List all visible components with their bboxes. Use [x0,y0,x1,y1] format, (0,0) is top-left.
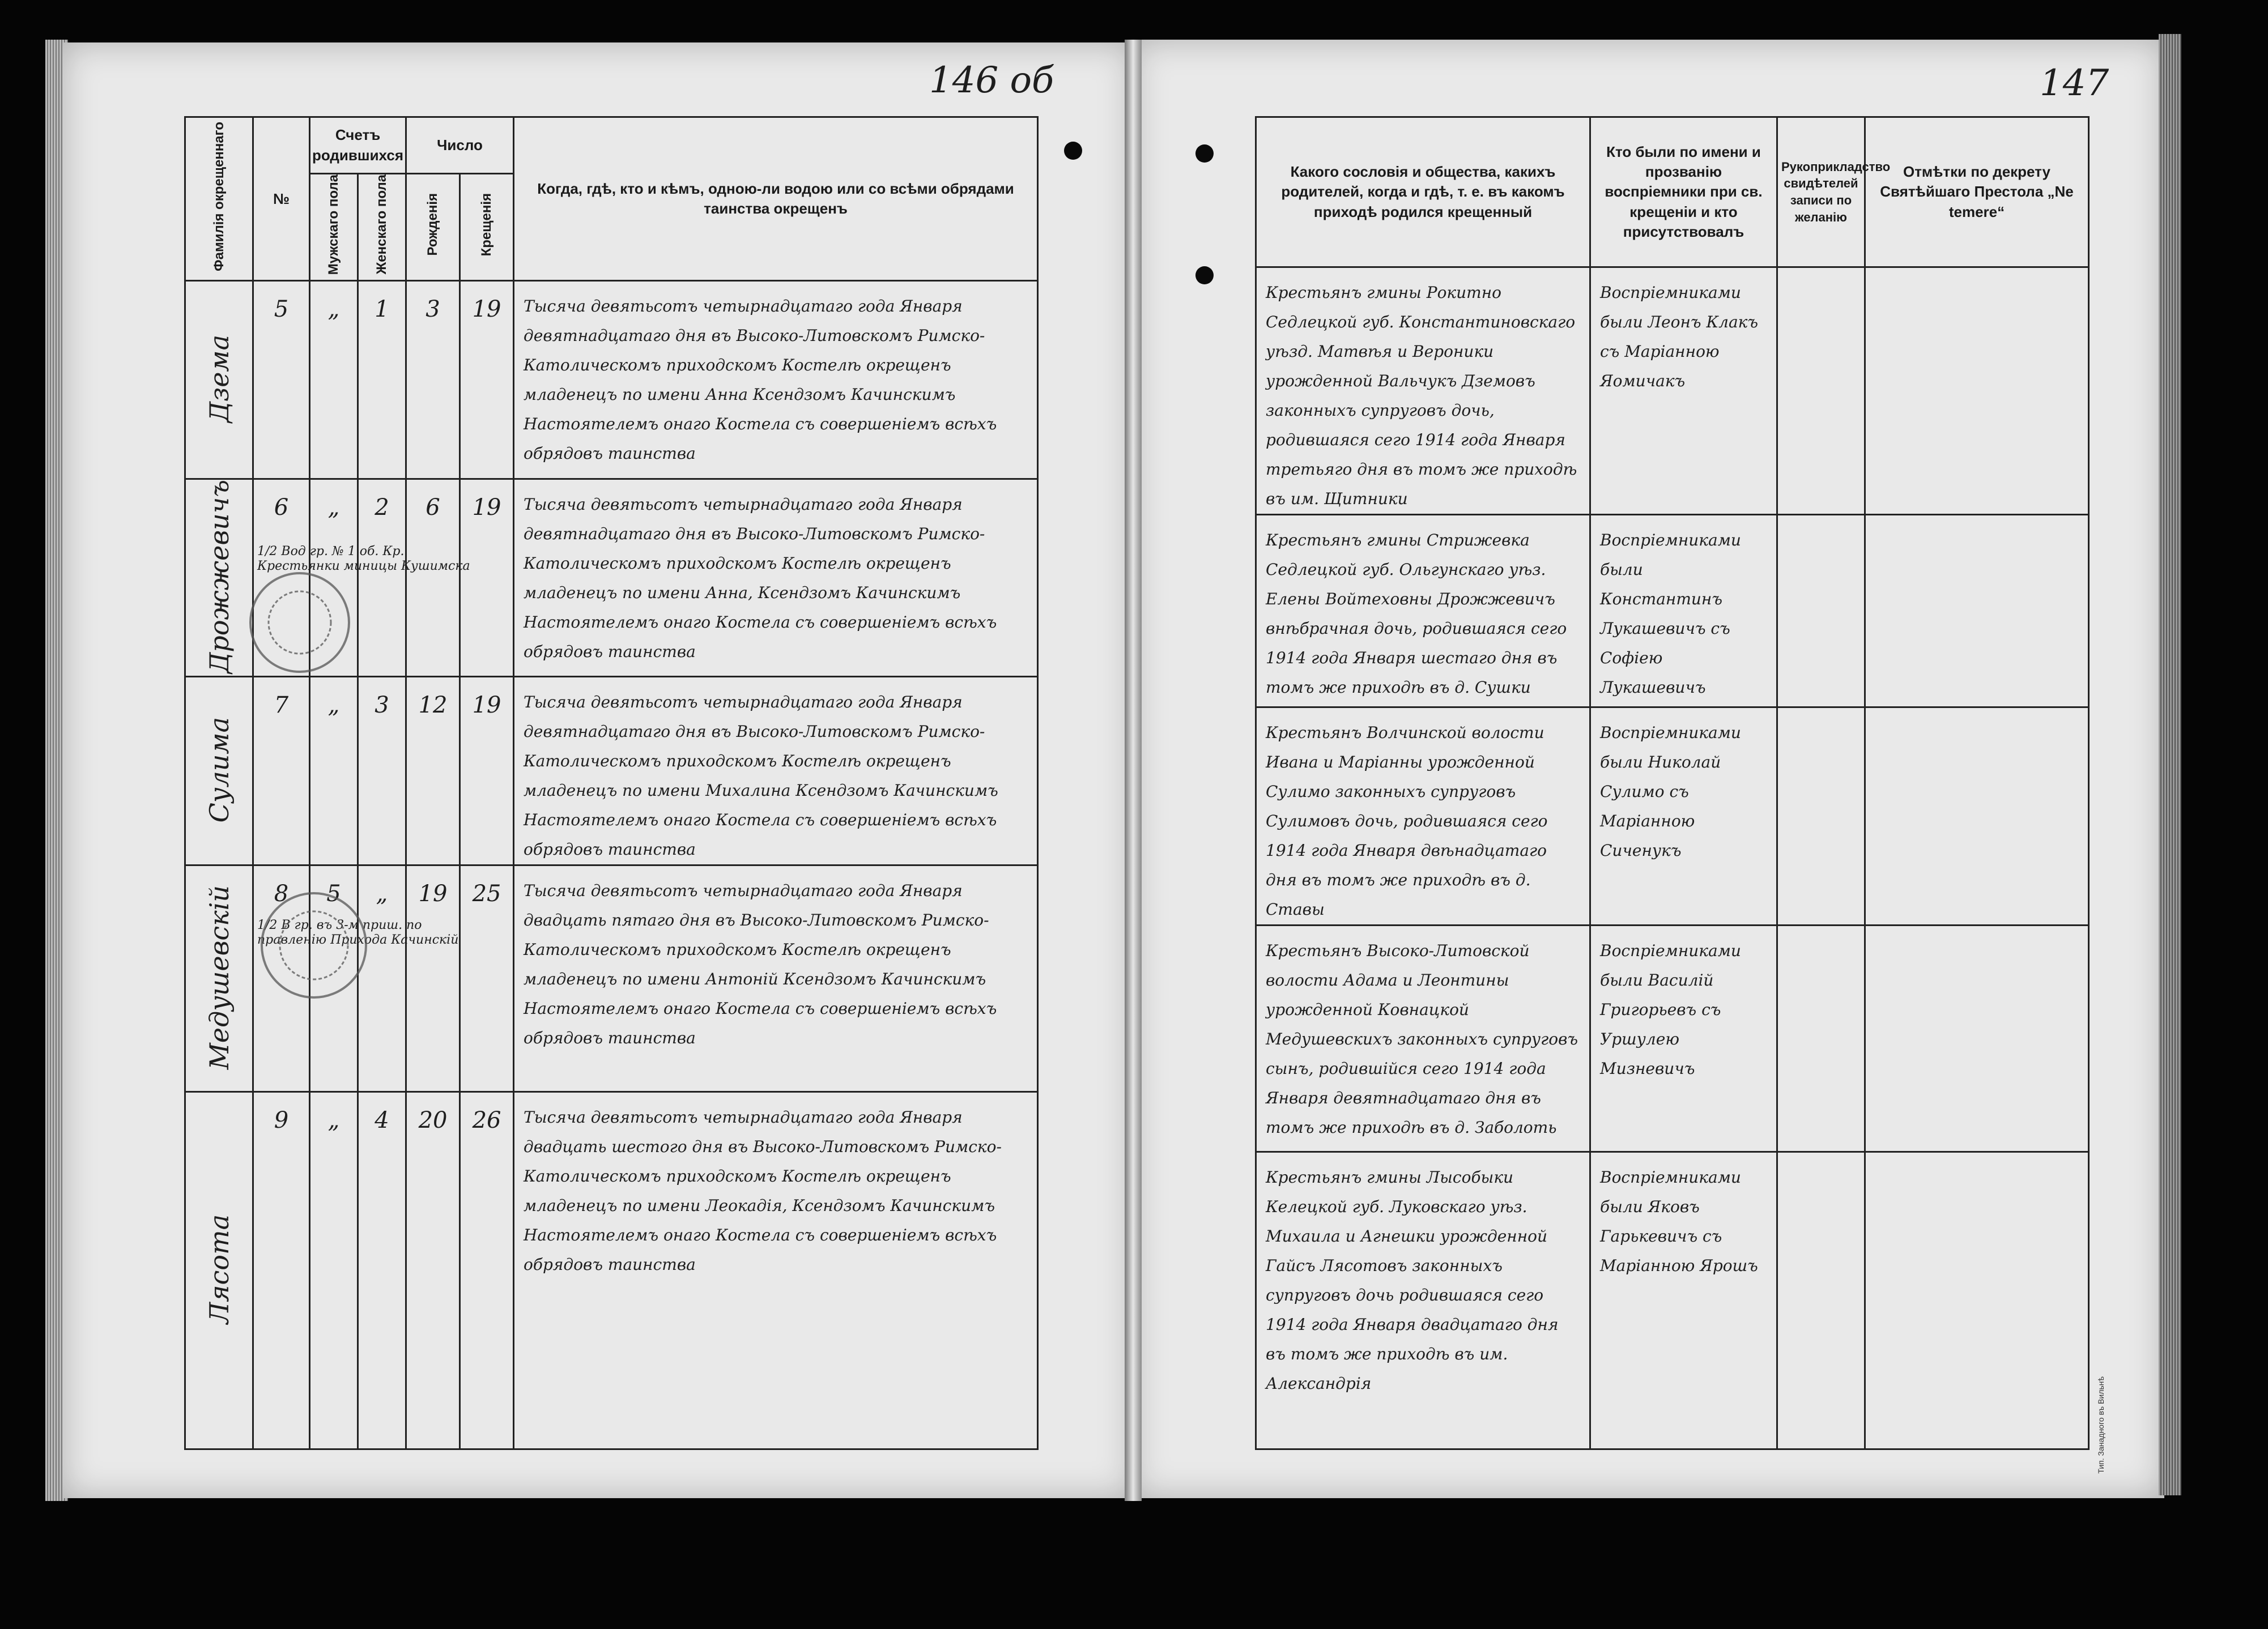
parents-description: Крестьянъ гмины Стрижевка Седлецкой губ. Ольгунскаго уѣз. Елены Войтеховны Дрожжевичъ внѣбрачная дочь, родившаяся сего 1914 года Января шестаго дня въ томъ же приходѣ въ д. Сушки [1256,515,1590,707]
header-surname: Фамилія окрещеннаго [185,117,253,281]
baptism-description: Тысяча девятьсотъ четырнадцатаго года Января двадцать шестого дня въ Высоко-Литовскомъ Римско-Католическомъ приходскомъ Костелѣ окрещенъ младенецъ по имени Леокадія, Ксендзомъ Качинскимъ Настоятелемъ онаго Костела съ совершеніемъ всѣхъ обрядовъ таинства [514,1092,1038,1449]
official-seal [261,892,367,999]
binding-hole [1064,142,1082,160]
right-page-number: 147 [2040,62,2109,104]
signatures-cell [1777,707,1865,926]
parents-description: Крестьянъ Волчинской волости Ивана и Маріанны урожденной Сулимо законныхъ супруговъ Сулимовъ дочь, родившаяся сего 1914 года Января двѣнадцатаго дня въ томъ же приходѣ въ д. Ставы [1256,707,1590,926]
female-count: 4 [358,1092,406,1449]
official-seal [249,572,350,673]
baptism-day: 19 [460,281,514,479]
godparents-description: Воспріемниками были Леонъ Клакъ съ Маріанною Яомичакъ [1590,267,1777,515]
page-edges-right [2159,34,2181,1495]
record-number: 9 [253,1092,310,1449]
decree-cell [1865,267,2089,515]
decree-cell [1865,707,2089,926]
header-count-group: Счетъ родившихся [310,117,406,174]
book-spine [1125,40,1142,1501]
female-count: 3 [358,677,406,865]
parents-description: Крестьянъ Высоко-Литовской волости Адама и Леонтины урожденной Ковнацкой Медушевскихъ законныхъ супруговъ сынъ, родившійся сего 1914 года Января девятнадцатаго дня въ томъ же приходѣ въ д. Заболоть [1256,926,1590,1152]
header-female: Женскаго пола [358,174,406,281]
header-date-group: Число [406,117,514,174]
signatures-cell [1777,926,1865,1152]
baptism-description: Тысяча девятьсотъ четырнадцатаго года Января двадцать пятаго дня въ Высоко-Литовскомъ Римско-Католическомъ приходскомъ Костелѣ окрещенъ младенецъ по имени Антоній Ксендзомъ Качинскимъ Настоятелемъ онаго Костела съ совершеніемъ всѣхъ обрядовъ таинства [514,865,1038,1092]
baptism-description: Тысяча девятьсотъ четырнадцатаго года Января девятнадцатаго дня въ Высоко-Литовскомъ Римско-Католическомъ приходскомъ Костелѣ окрещенъ младенецъ по имени Анна, Ксендзомъ Качинскимъ Настоятелемъ онаго Костела съ совершеніемъ всѣхъ обрядовъ таинства [514,479,1038,677]
header-male: Мужскаго пола [310,174,358,281]
female-count: „ [358,865,406,1092]
record-number: 7 [253,677,310,865]
binding-hole [1195,144,1214,163]
binding-hole [1195,266,1214,284]
record-number: 5 [253,281,310,479]
printer-imprint: Тип. Занадного въ Вильнѣ [2096,1376,2105,1474]
decree-cell [1865,926,2089,1152]
table-row [1256,926,2089,1152]
birth-day: 20 [406,1092,460,1449]
surname-cell: Дрожжевичъ [185,479,253,677]
male-count: „ [310,677,358,865]
header-signatures: Рукоприкладство свидѣтелей записи по желанію [1777,117,1865,267]
left-page-number: 146 об [929,59,1054,101]
header-birth: Рожденія [406,174,460,281]
header-baptism: Крещенія [460,174,514,281]
header-godparents: Кто были по имени и прозванію воспріемники при св. крещеніи и кто присутствовалъ [1590,117,1777,267]
header-number: № [253,117,310,281]
birth-day: 3 [406,281,460,479]
marginal-note: 1/2 Вод гр. № 1 об. Кр. Крестьянки миницы Кушимска [257,544,470,573]
godparents-description: Воспріемниками были Василій Григорьевъ съ Уршулею Мизневичъ [1590,926,1777,1152]
record-number: 8 [253,865,310,1092]
header-description: Когда, гдѣ, кто и кѣмъ, одною-ли водою или со всѣми обрядами таинства окрещенъ [514,117,1038,281]
header-parents: Какого сословія и общества, какихъ родителей, когда и гдѣ, т. е. въ какомъ приходѣ родился крещенный [1256,117,1590,267]
baptism-day: 26 [460,1092,514,1449]
signatures-cell [1777,267,1865,515]
birth-day: 12 [406,677,460,865]
marginal-note: 1/2 В гр. въ 3-м приш. по правленію Прихода Качинскій [257,918,459,947]
baptism-day: 19 [460,677,514,865]
decree-cell [1865,1152,2089,1449]
table-row [1256,515,2089,707]
parents-description: Крестьянъ гмины Рокитно Седлецкой губ. Константиновскаго уѣзд. Матвѣя и Вероники урожденной Вальчукъ Дземовъ законныхъ супруговъ дочь, родившаяся сего 1914 года Января третьяго дня въ томъ же приходѣ въ им. Щитники [1256,267,1590,515]
godparents-description: Воспріемниками были Николай Сулимо съ Маріанною Сиченукъ [1590,707,1777,926]
header-decree: Отмѣтки по декрету Святѣйшаго Престола „Ne temere“ [1865,117,2089,267]
table-row [1256,267,2089,515]
baptism-day: 19 [460,479,514,677]
table-row [1256,1152,2089,1449]
table-row [1256,707,2089,926]
signatures-cell [1777,1152,1865,1449]
male-count: „ [310,479,358,677]
parents-description: Крестьянъ гмины Лысобыки Келецкой губ. Луковскаго уѣз. Михаила и Агнешки урожденной Гайсъ Лясотовъ законныхъ супруговъ дочь родившаяся сего 1914 года Января двадцатаго дня въ томъ же приходѣ въ им. Александрія [1256,1152,1590,1449]
baptism-register-right [1255,116,2090,1450]
table-row [185,677,1038,865]
male-count: 5 [310,865,358,1092]
male-count: „ [310,1092,358,1449]
surname-cell: Дзема [185,281,253,479]
male-count: „ [310,281,358,479]
birth-day: 6 [406,479,460,677]
signatures-cell [1777,515,1865,707]
godparents-description: Воспріемниками были Яковъ Гарькевичъ съ Маріанною Ярошъ [1590,1152,1777,1449]
surname-cell: Лясота [185,1092,253,1449]
female-count: 1 [358,281,406,479]
female-count: 2 [358,479,406,677]
birth-day: 19 [406,865,460,1092]
decree-cell [1865,515,2089,707]
record-number: 6 [253,479,310,677]
table-row [185,281,1038,479]
baptism-day: 25 [460,865,514,1092]
godparents-description: Воспріемниками были Константинъ Лукашевичъ съ Софіею Лукашевичъ [1590,515,1777,707]
baptism-description: Тысяча девятьсотъ четырнадцатаго года Января девятнадцатаго дня въ Высоко-Литовскомъ Римско-Католическомъ приходскомъ Костелѣ окрещенъ младенецъ по имени Анна Ксендзомъ Качинскимъ Настоятелемъ онаго Костела съ совершеніемъ всѣхъ обрядовъ таинства [514,281,1038,479]
baptism-register-left [184,116,1039,1450]
surname-cell: Сулима [185,677,253,865]
baptism-description: Тысяча девятьсотъ четырнадцатаго года Января девятнадцатаго дня въ Высоко-Литовскомъ Римско-Католическомъ приходскомъ Костелѣ окрещенъ младенецъ по имени Михалина Ксендзомъ Качинскимъ Настоятелемъ онаго Костела съ совершеніемъ всѣхъ обрядовъ таинства [514,677,1038,865]
table-row [185,1092,1038,1449]
surname-cell: Медушевскій [185,865,253,1092]
